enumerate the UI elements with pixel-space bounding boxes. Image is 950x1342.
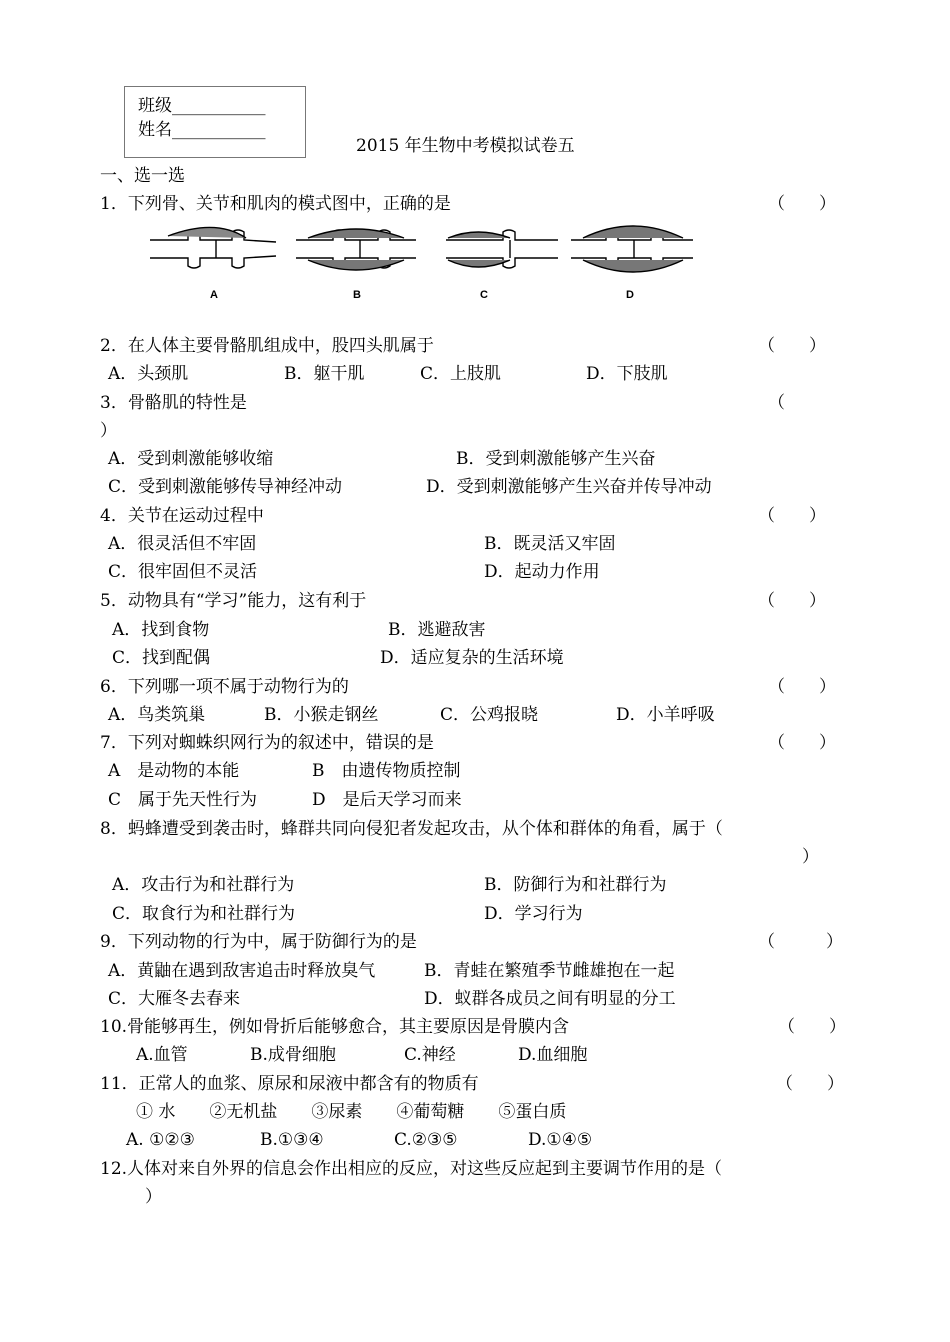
option-4b: B．既灵活又牢固 xyxy=(484,534,616,554)
option-3a: A．受到刺激能够收缩 xyxy=(108,449,274,469)
question-9: 9．下列动物的行为中，属于防御行为的是 xyxy=(100,932,417,952)
option-10d: D.血细胞 xyxy=(518,1045,588,1065)
option-8d: D．学习行为 xyxy=(484,904,583,924)
option-7a: A 是动物的本能 xyxy=(108,761,240,781)
figure-label-d: D xyxy=(626,289,634,301)
option-3d: D．受到刺激能够产生兴奋并传导冲动 xyxy=(426,477,712,497)
answer-paren-10: （ ） xyxy=(778,1017,846,1037)
answer-paren-3-close: ） xyxy=(100,421,117,441)
option-11d: D.①④⑤ xyxy=(528,1130,593,1150)
option-8b: B．防御行为和社群行为 xyxy=(484,875,667,895)
option-10c: C.神经 xyxy=(404,1045,456,1065)
option-7c: C 属于先天性行为 xyxy=(108,790,258,810)
class-field-label: 班级___________ xyxy=(138,96,266,116)
option-6a: A．鸟类筑巢 xyxy=(108,705,206,725)
option-7d: D 是后天学习而来 xyxy=(312,790,462,810)
option-7b: B 由遗传物质控制 xyxy=(312,761,461,781)
answer-paren-1: （ ） xyxy=(768,194,836,214)
answer-paren-4: （ ） xyxy=(758,506,826,526)
answer-paren-12-close: ） xyxy=(145,1187,162,1207)
figure-label-b: B xyxy=(353,289,361,301)
option-9a: A．黄鼬在遇到敌害追击时释放臭气 xyxy=(108,961,376,981)
option-5d: D．适应复杂的生活环境 xyxy=(380,648,564,668)
answer-paren-9: （ ） xyxy=(758,932,843,952)
question-10: 10.骨能够再生，例如骨折后能够愈合，其主要原因是骨膜内含 xyxy=(100,1017,570,1037)
option-2c: C．上肢肌 xyxy=(420,364,502,384)
question-4: 4．关节在运动过程中 xyxy=(100,506,264,526)
student-info-box xyxy=(124,86,306,158)
answer-paren-6: （ ） xyxy=(768,677,836,697)
option-9c: C．大雁冬去春来 xyxy=(108,989,241,1009)
option-8c: C．取食行为和社群行为 xyxy=(112,904,296,924)
question-12: 12.人体对来自外界的信息会作出相应的反应，对这些反应起到主要调节作用的是（ xyxy=(100,1159,723,1179)
option-11c: C.②③⑤ xyxy=(394,1130,458,1150)
question-1: 1．下列骨、关节和肌肉的模式图中，正确的是 xyxy=(100,194,451,214)
option-6b: B．小猴走钢丝 xyxy=(264,705,379,725)
answer-paren-8-close: ） xyxy=(802,847,819,867)
option-5b: B．逃避敌害 xyxy=(388,620,486,640)
question-8: 8．蚂蜂遭受到袭击时，蜂群共同向侵犯者发起攻击，从个体和群体的角看，属于（ xyxy=(100,819,723,839)
figure-a xyxy=(150,227,276,268)
option-11b: B.①③④ xyxy=(260,1130,324,1150)
option-2a: A．头颈肌 xyxy=(108,364,189,384)
option-8a: A．攻击行为和社群行为 xyxy=(112,875,295,895)
section-heading: 一、选一选 xyxy=(100,166,185,186)
option-9b: B．青蛙在繁殖季节雌雄抱在一起 xyxy=(424,961,675,981)
option-3c: C．受到刺激能够传导神经冲动 xyxy=(108,477,343,497)
question-11: 11．正常人的血浆、原尿和尿液中都含有的物质有 xyxy=(100,1074,479,1094)
question-3: 3．骨骼肌的特性是 xyxy=(100,393,247,413)
figure-label-c: C xyxy=(480,289,488,301)
option-6c: C．公鸡报晓 xyxy=(440,705,539,725)
option-4a: A．很灵活但不牢固 xyxy=(108,534,257,554)
option-10b: B.成骨细胞 xyxy=(250,1045,336,1065)
option-2b: B．躯干肌 xyxy=(284,364,365,384)
option-6d: D．小羊呼吸 xyxy=(616,705,715,725)
figure-c xyxy=(446,230,558,268)
answer-paren-2: （ ） xyxy=(758,336,826,356)
option-4d: D．起动力作用 xyxy=(484,562,600,582)
bone-joint-muscle-figure xyxy=(128,220,703,310)
option-5a: A．找到食物 xyxy=(112,620,210,640)
page-title: 2015 年生物中考模拟试卷五 xyxy=(356,136,575,156)
name-field-label: 姓名___________ xyxy=(138,120,266,140)
option-4c: C．很牢固但不灵活 xyxy=(108,562,258,582)
question-2: 2．在人体主要骨骼肌组成中，股四头肌属于 xyxy=(100,336,434,356)
option-10a: A.血管 xyxy=(136,1045,188,1065)
figure-label-a: A xyxy=(210,289,218,301)
answer-paren-3-open: （ xyxy=(768,393,785,413)
option-2d: D．下肢肌 xyxy=(586,364,668,384)
figure-d xyxy=(571,226,693,272)
question-5: 5．动物具有“学习”能力，这有利于 xyxy=(100,591,367,611)
answer-paren-5: （ ） xyxy=(758,591,826,611)
answer-paren-7: （ ） xyxy=(768,733,836,753)
figure-b xyxy=(296,229,416,270)
question-6: 6．下列哪一项不属于动物行为的 xyxy=(100,677,349,697)
q11-substances-list: ① 水 ②无机盐 ③尿素 ④葡萄糖 ⑤蛋白质 xyxy=(136,1102,567,1122)
option-11a: A. ①②③ xyxy=(126,1130,195,1150)
option-5c: C．找到配偶 xyxy=(112,648,211,668)
answer-paren-11: （ ） xyxy=(776,1074,844,1094)
question-7: 7．下列对蜘蛛织网行为的叙述中，错误的是 xyxy=(100,733,434,753)
option-9d: D．蚁群各成员之间有明显的分工 xyxy=(424,989,676,1009)
option-3b: B．受到刺激能够产生兴奋 xyxy=(456,449,656,469)
